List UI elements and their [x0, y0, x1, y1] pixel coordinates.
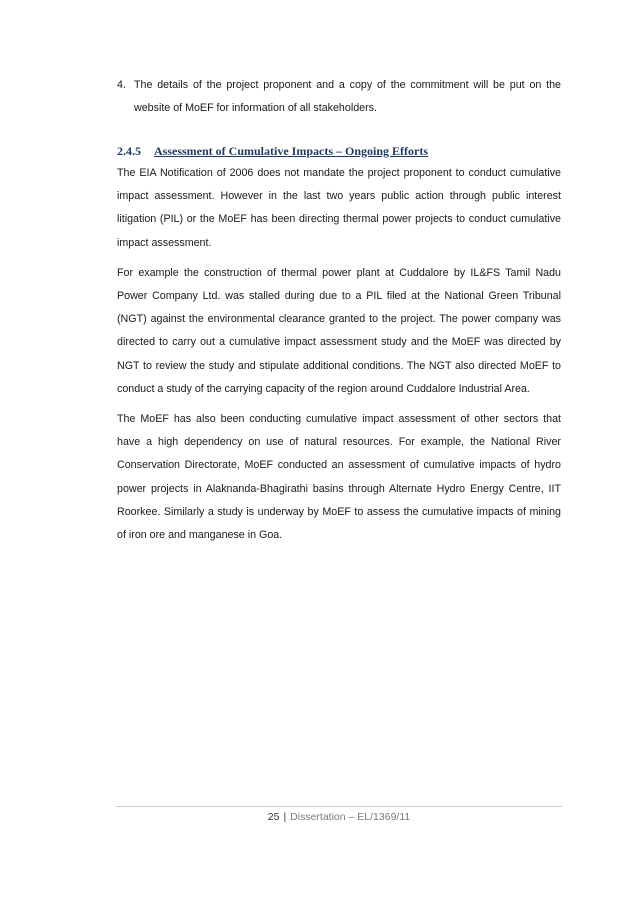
footer-document-title: Dissertation – EL/1369/11	[290, 811, 411, 823]
footer-separator: |	[283, 811, 287, 823]
footer-divider	[116, 806, 562, 807]
page-footer	[116, 810, 562, 824]
section-number: 2.4.5	[117, 144, 141, 158]
paragraph-other-sectors: The MoEF has also been conducting cumulative impact assessment of other sectors that have a high dependency on use of natural resources. For example, the National River Conservation Directorate, MoEF conducted an assessment of cumulative impacts of hydro power projects in Alaknanda-Bhagirathi basins through Alternate Hydro Energy Centre, IIT Roorkee. Similarly a study is underway by MoEF to assess the cumulative impacts of mining of iron ore and manganese in Goa.	[117, 413, 561, 542]
paragraph-eia-notification: The EIA Notification of 2006 does not mandate the project proponent to conduct cumulative impact assessment. However in the last two years public action through public interest litigation (PIL) or the MoEF has been directing thermal power projects to conduct cumulative impact assessment.	[117, 167, 561, 249]
section-heading	[117, 143, 561, 159]
list-item-number: 4.	[117, 79, 126, 91]
paragraph-cuddalore-example: For example the construction of thermal power plant at Cuddalore by IL&FS Tamil Nadu Power Company Ltd. was stalled during due to a PIL filed at the National Green Tribunal (NGT) against the environmental clearance granted to the project. The power company was directed to carry out a cumulative impact assessment study and the MoEF was directed by NGT to review the study and stipulate additional conditions. The NGT also directed MoEF to conduct a study of the carrying capacity of the region around Cuddalore Industrial Area.	[117, 266, 561, 395]
page-number: 25	[267, 811, 280, 823]
list-item-text: The details of the project proponent and a copy of the commitment will be put on the website of MoEF for information of all stakeholders.	[134, 79, 561, 114]
page-body	[117, 74, 561, 554]
section-title: Assessment of Cumulative Impacts – Ongoing Efforts	[154, 144, 428, 158]
list-item	[117, 74, 561, 120]
